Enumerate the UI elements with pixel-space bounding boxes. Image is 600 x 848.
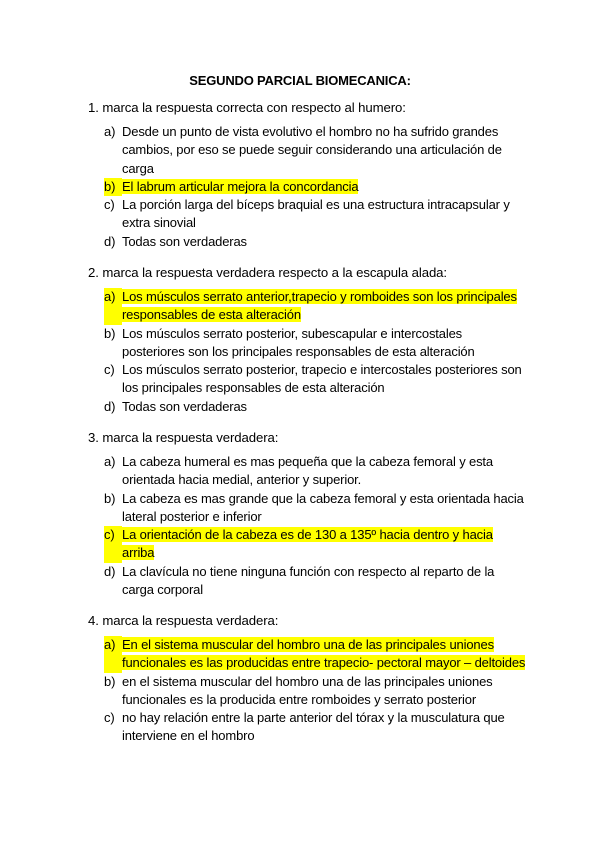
option-text: Desde un punto de vista evolutivo el hombro no ha sufrido grandes cambios, por eso se puede seguir considerando una articulación de carga [122,124,502,176]
option-text: La clavícula no tiene ninguna función con respecto al reparto de la carga corporal [122,563,495,598]
option-c [104,361,528,398]
option-letter: a) [104,454,116,469]
options-list [104,123,528,251]
option-text: en el sistema muscular del hombro una de las principales uniones funcionales es la producida entre romboides y serrato posterior [122,673,493,707]
question-text: 4. marca la respuesta verdadera: [88,613,279,628]
option-letter: b) [104,490,116,506]
document-title: SEGUNDO PARCIAL BIOMECANICA: [189,73,411,88]
option-b [104,490,528,527]
option-letter: a) [104,124,116,139]
option-text-highlighted: La orientación de la cabeza es de 130 a 135º hacia dentro y hacia arriba [122,527,493,561]
option-c [104,196,528,233]
option-text-highlighted: El labrum articular mejora la concordancia [122,178,359,194]
options-list [104,636,528,746]
question-3 [88,429,528,599]
option-text: Todas son verdaderas [122,233,247,249]
option-letter: d) [104,398,116,414]
option-d [104,398,528,416]
option-letter: b) [104,673,116,689]
option-letter: c) [104,197,115,213]
option-letter: b) [104,325,116,341]
option-text: no hay relación entre la parte anterior del tórax y la musculatura que interviene en el hombro [122,710,505,744]
question-1 [88,99,528,251]
option-d [104,563,528,600]
option-c [104,709,528,746]
option-b [104,325,528,362]
option-d [104,233,528,251]
question-4 [88,612,528,746]
option-text: La porción larga del bíceps braquial es una estructura intracapsular y extra sinovial [122,197,510,231]
options-list [104,288,528,416]
question-text: 2. marca la respuesta verdadera respecto a la escapula alada: [88,265,447,280]
option-text: Los músculos serrato posterior, trapecio e intercostales posteriores son los principales responsables de esta alteración [122,362,522,396]
option-text: Los músculos serrato posterior, subescapular e intercostales posteriores son los principales responsables de esta alteración [122,325,475,359]
option-text: La cabeza es mas grande que la cabeza femoral y esta orientada hacia lateral posterior e inferior [122,490,524,524]
options-list [104,453,528,599]
option-letter: d) [104,233,116,249]
option-letter: b) [104,178,122,196]
option-b [104,673,528,710]
option-c [104,526,528,563]
option-a [104,123,528,178]
option-a [104,453,528,490]
option-text: La cabeza humeral es mas pequeña que la cabeza femoral y esta orientada hacia medial, anterior y superior. [122,454,493,488]
option-text: Todas son verdaderas [122,398,247,414]
option-letter: c) [104,362,115,378]
option-a [104,636,528,673]
option-letter: d) [104,563,116,579]
option-letter: c) [104,710,115,726]
option-letter: a) [104,288,122,325]
question-text: 1. marca la respuesta correcta con respecto al humero: [88,100,406,115]
option-letter: a) [104,636,122,673]
option-letter: c) [104,526,122,563]
option-text-highlighted: Los músculos serrato anterior,trapecio y romboides son los principales responsables de esta alteración [122,289,517,323]
option-text-highlighted: En el sistema muscular del hombro una de las principales uniones funcionales es las producidas entre trapecio- pectoral mayor – deltoides [122,637,526,671]
option-a [104,288,528,325]
question-text: 3. marca la respuesta verdadera: [88,430,279,445]
option-b [104,178,528,196]
question-2 [88,264,528,416]
